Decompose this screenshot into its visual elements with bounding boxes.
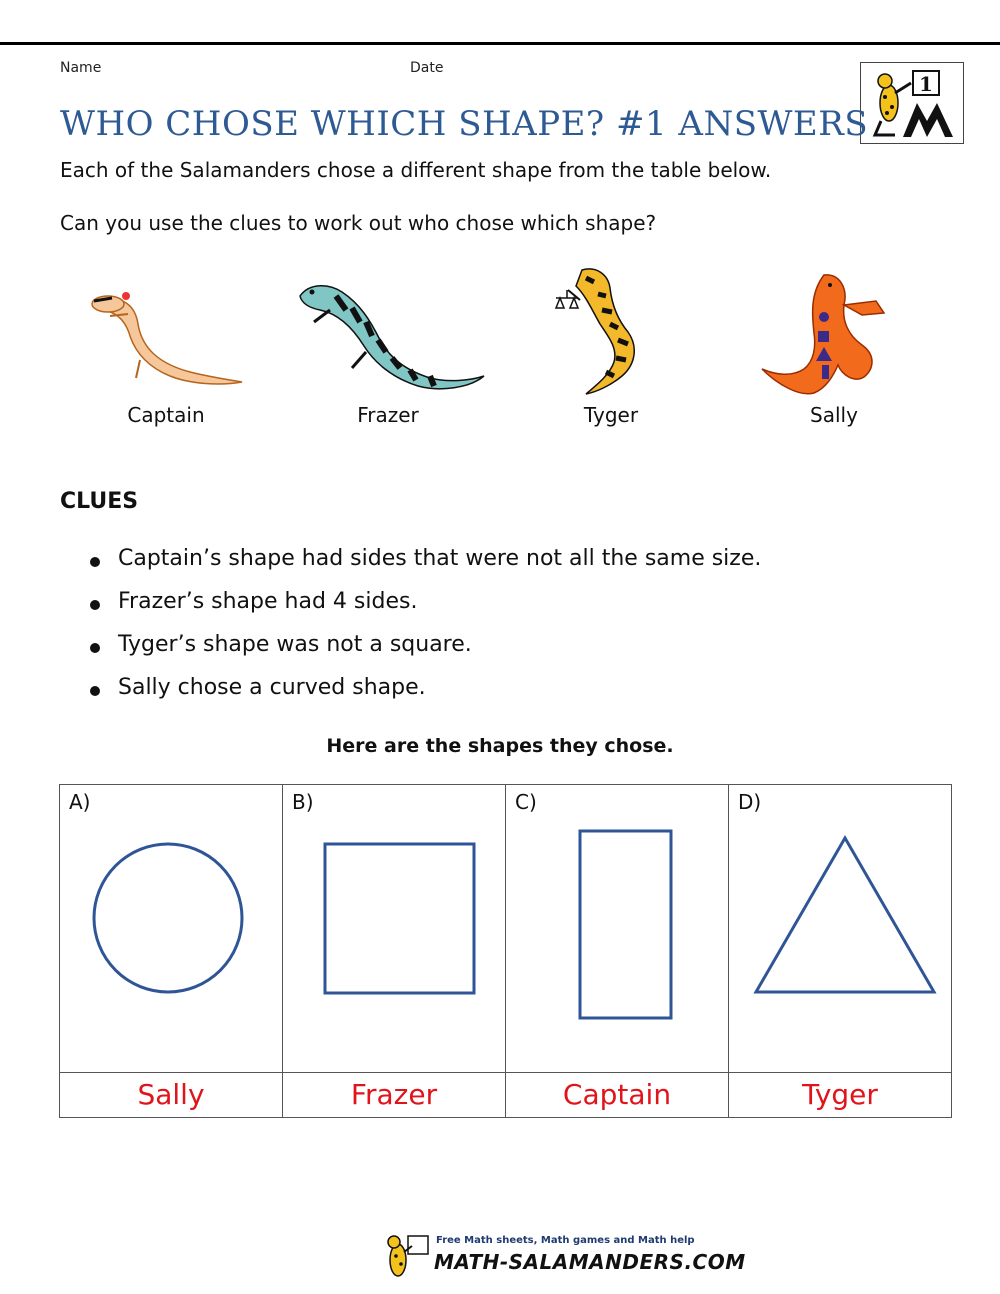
table-row: [60, 1073, 952, 1118]
level-logo: [860, 62, 964, 144]
bullet-icon: [90, 643, 100, 653]
shape-letter: A): [69, 790, 91, 814]
footer-tagline: Free Math sheets, Math games and Math help: [436, 1235, 695, 1246]
bullet-icon: [90, 600, 100, 610]
shapes-table: [59, 784, 952, 1118]
table-caption: Here are the shapes they chose.: [326, 735, 674, 757]
shape-cell-c: [506, 785, 729, 1073]
list-item: [90, 589, 761, 632]
salamander-frazer: [290, 270, 490, 399]
circle-shape: [60, 785, 282, 1072]
page-title: WHO CHOSE WHICH SHAPE? #1 ANSWERS: [60, 104, 869, 144]
list-item: [90, 675, 761, 718]
intro-line-1: Each of the Salamanders chose a different shape from the table below.: [60, 158, 772, 182]
salamander-captain: [80, 264, 250, 398]
answer-cell-d: Tyger: [729, 1073, 952, 1118]
clue-text: Captain’s shape had sides that were not all the same size.: [118, 546, 762, 571]
square-shape: [283, 785, 505, 1072]
salamander-tyger: [552, 260, 672, 404]
shape-letter: B): [292, 790, 314, 814]
clue-text: Tyger’s shape was not a square.: [118, 632, 472, 657]
intro-line-2: Can you use the clues to work out who chose which shape?: [60, 211, 657, 235]
salamander-frazer-icon: [290, 270, 490, 395]
footer-site-link[interactable]: MATH-SALAMANDERS.COM: [434, 1250, 746, 1274]
triangle-shape: [729, 785, 951, 1072]
shape-cell-b: [283, 785, 506, 1073]
clues-heading: CLUES: [60, 489, 139, 514]
salamander-name-tyger: Tyger: [583, 403, 639, 427]
top-rule: [0, 42, 1000, 45]
salamander-name-frazer: Frazer: [357, 403, 419, 427]
salamander-footer-logo-icon: [378, 1232, 434, 1282]
bullet-icon: [90, 557, 100, 567]
clue-text: Frazer’s shape had 4 sides.: [118, 589, 418, 614]
salamander-logo-icon: [861, 63, 963, 143]
logo-level-number: 1: [919, 72, 933, 96]
table-row: [60, 785, 952, 1073]
list-item: [90, 632, 761, 675]
bullet-icon: [90, 686, 100, 696]
date-label: Date: [410, 60, 444, 76]
name-label: Name: [60, 60, 102, 76]
clue-text: Sally chose a curved shape.: [118, 675, 426, 700]
salamander-sally-icon: [758, 265, 893, 400]
shape-letter: C): [515, 790, 537, 814]
clue-list: [90, 546, 761, 718]
list-item: [90, 546, 761, 589]
footer-branding: [378, 1232, 746, 1282]
answer-cell-b: Frazer: [283, 1073, 506, 1118]
rectangle-shape: [506, 785, 728, 1072]
shape-cell-d: [729, 785, 952, 1073]
answer-cell-a: Sally: [60, 1073, 283, 1118]
shape-letter: D): [738, 790, 762, 814]
salamander-captain-icon: [80, 264, 250, 394]
salamander-sally: [758, 265, 893, 404]
salamander-name-sally: Sally: [810, 403, 858, 427]
salamander-tyger-icon: [552, 260, 672, 400]
salamander-name-captain: Captain: [127, 403, 205, 427]
answer-cell-c: Captain: [506, 1073, 729, 1118]
shape-cell-a: [60, 785, 283, 1073]
